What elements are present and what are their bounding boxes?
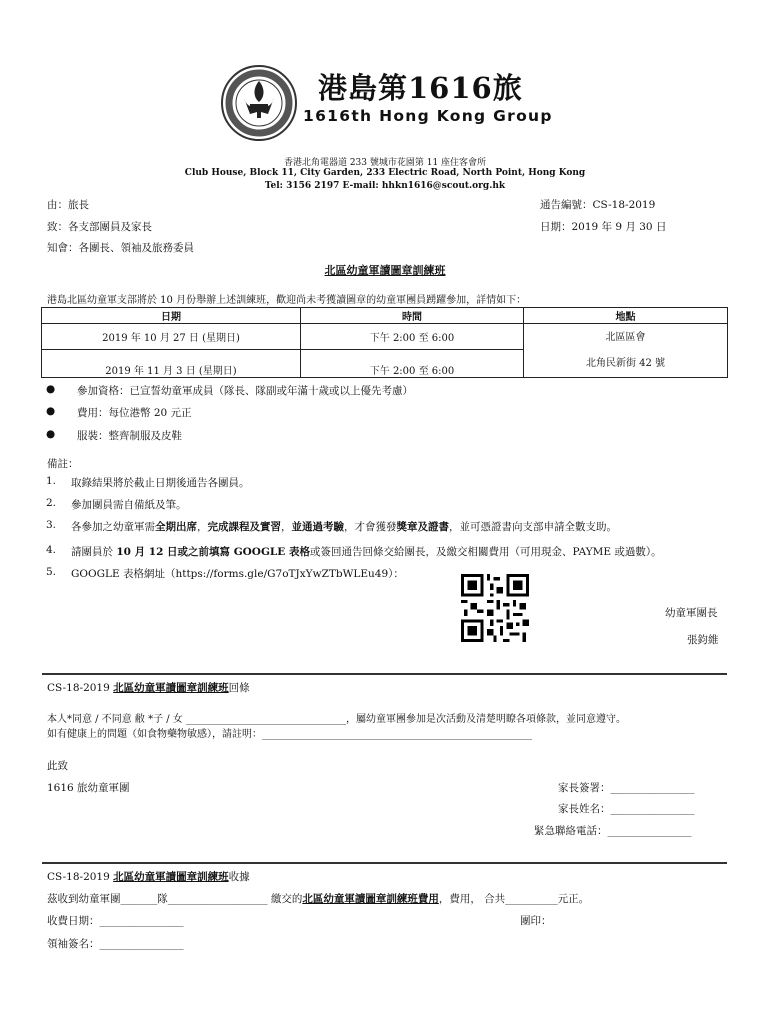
remark-number: 2. — [46, 497, 57, 509]
consent-line[interactable]: 本人*同意 / 不同意 敝 *子 / 女 ________________________________，屬幼童軍團參加是次活動及清楚明瞭各項條款，並同意遵守。 — [47, 714, 626, 725]
header-venue: 地點 — [524, 308, 728, 324]
recipient: 1616 旅幼童軍團 — [47, 782, 130, 794]
receipt-code: CS-18-2019 — [47, 871, 114, 883]
notice-cc: 知會：各團長、領袖及旅務委員 — [47, 242, 194, 254]
list-item: 費用：每位港幣 20 元正 — [77, 407, 192, 419]
signature-name: 張鈞維 — [687, 634, 719, 646]
address-chinese: 香港北角電器道 233 號城市花園第 11 座住客會所 — [283, 158, 487, 168]
remark-segment: ，才會獲發 — [344, 521, 397, 533]
notice-number: 通告編號：CS-18-2019 — [540, 199, 656, 211]
notice-title: 北區幼童軍讀圖章訓練班 — [324, 264, 446, 277]
remark-segment: 並可憑證書向支部申請全數支助。 — [459, 521, 617, 533]
remark-segment: ， — [197, 521, 208, 533]
contact-line: Tel: 3156 2197 E-mail: hhkn1616@scout.org.hk — [264, 181, 506, 191]
group-logo — [220, 64, 298, 142]
remark-text — [71, 519, 617, 534]
table-row — [42, 324, 728, 350]
remark-segment: 或簽回通告回條交給團長，及繳交相關費用（可用現金、PAYME 或過數）。 — [309, 546, 662, 558]
reply-suffix: 回條 — [228, 682, 250, 694]
remark-text: 取錄結果將於截止日期後通告各團員。 — [71, 477, 250, 489]
schedule-venue — [524, 324, 728, 378]
receipt-segment: ，費用， 合共__________元正。 — [438, 893, 590, 905]
group-title-english: 1616th Hong Kong Group — [303, 107, 553, 125]
remark-text: 參加團員需自備紙及筆。 — [71, 499, 187, 511]
notice-from: 由：旅長 — [47, 199, 89, 211]
reply-slip-title — [47, 680, 250, 695]
venue-line: 北區區會 — [605, 331, 646, 343]
google-form-link[interactable]: GOOGLE 表格網址（https://forms.gle/G7oTJxYwZTbWLEu49）： — [71, 568, 404, 580]
receipt-suffix: 收據 — [228, 871, 250, 883]
reply-code: CS-18-2019 — [47, 682, 114, 694]
remark-segment: ， — [449, 521, 460, 533]
schedule-date: 2019 年 10 月 27 日 (星期日) — [42, 324, 301, 350]
remark-emphasis: 10 月 12 日或之前填寫 GOOGLE 表格 — [116, 546, 310, 558]
remark-number: 4. — [46, 544, 57, 556]
remark-segment: 請團員於 — [71, 546, 117, 558]
receipt-fee-title: 北區幼童軍讀圖章訓練班費用 — [302, 893, 439, 905]
venue-line: 北角民新街 42 號 — [585, 357, 666, 369]
address-english: Club House, Block 11, City Garden, 233 Electric Road, North Point, Hong Kong — [184, 168, 586, 178]
qr-code-icon[interactable] — [461, 574, 529, 642]
divider — [42, 862, 727, 864]
salutation: 此致 — [47, 760, 68, 772]
notice-date: 日期：2019 年 9 月 30 日 — [540, 221, 667, 233]
schedule-time: 下午 2:00 至 6:00 — [301, 324, 524, 350]
remark-text — [71, 544, 662, 559]
remarks-label: 備註： — [47, 458, 79, 470]
emergency-phone-field[interactable]: 緊急聯絡電話：________________ — [534, 825, 692, 837]
group-seal-label: 團印： — [520, 915, 552, 927]
receipt-segment: 茲收到幼童軍團_______隊___________________ 繳交的 — [47, 893, 303, 905]
remark-segment: ， — [281, 521, 292, 533]
list-item: 參加資格：已宣誓幼童軍成員（隊長、隊副或年滿十歲或以上優先考慮） — [77, 385, 413, 397]
intro-text: 港島北區幼童軍支部將於 10 月份舉辦上述訓練班，歡迎尚未考獲讀圖章的幼童軍團員踴躍參加，詳情如下： — [47, 295, 527, 306]
remark-emphasis: 獎章及證書 — [396, 521, 449, 533]
leader-signature-field[interactable]: 領袖簽名：________________ — [47, 938, 184, 950]
remark-number: 1. — [46, 475, 57, 487]
divider — [42, 673, 727, 675]
signature-role: 幼童軍團長 — [665, 607, 718, 619]
remark-number: 5. — [46, 566, 57, 578]
reply-course-title: 北區幼童軍讀圖章訓練班 — [113, 682, 229, 694]
group-title-chinese: 港島第1616旅 — [318, 71, 523, 105]
schedule-time: 下午 2:00 至 6:00 — [301, 350, 524, 378]
schedule-date: 2019 年 11 月 3 日 (星期日) — [42, 350, 301, 378]
receipt-line[interactable] — [47, 891, 589, 906]
parent-name-field[interactable]: 家長姓名：________________ — [558, 803, 695, 815]
list-item: 服裝：整齊制服及皮鞋 — [77, 430, 182, 442]
bullet-icon: ● — [46, 383, 56, 395]
remark-emphasis: 並通過考驗 — [291, 521, 344, 533]
notice-to: 致：各支部團員及家長 — [47, 221, 152, 233]
header-time: 時間 — [301, 308, 524, 324]
remark-emphasis: 全期出席 — [155, 521, 197, 533]
receipt-course-title: 北區幼童軍讀圖章訓練班 — [113, 871, 229, 883]
receipt-title — [47, 869, 250, 884]
parent-signature-field[interactable]: 家長簽署：________________ — [558, 782, 695, 794]
schedule-table — [41, 307, 728, 378]
health-line[interactable]: 如有健康上的問題（如食物藥物敏感），請註明：______________________________________________________ — [47, 729, 532, 740]
bullet-icon: ● — [46, 405, 56, 417]
remark-number: 3. — [46, 519, 57, 531]
bullet-icon: ● — [46, 428, 56, 440]
receipt-date-field[interactable]: 收費日期：________________ — [47, 915, 184, 927]
header-date: 日期 — [42, 308, 301, 324]
remark-emphasis: 完成課程及實習 — [207, 521, 281, 533]
remark-segment: 各參加之幼童軍需 — [71, 521, 155, 533]
